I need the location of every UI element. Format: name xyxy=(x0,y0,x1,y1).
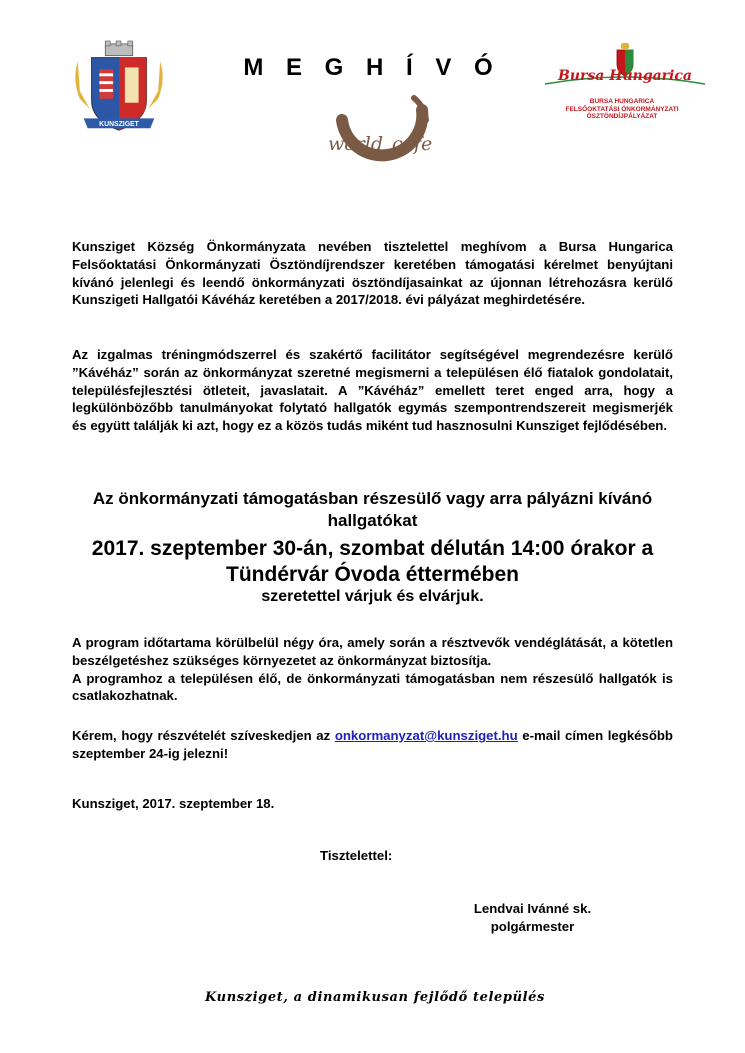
rsvp-paragraph xyxy=(72,727,673,763)
worldcafe-text-cafe: cafe xyxy=(392,133,433,155)
world-cafe-logo xyxy=(302,90,452,182)
worldcafe-text-world: world xyxy=(328,133,384,155)
invitation-audience: Az önkormányzati támogatásban részesülő vagy arra pályázni kívánó hallgatókat xyxy=(92,489,653,530)
rsvp-text-after: e-mail címen legkésőbb szeptember 24-ig jelezni! xyxy=(72,728,673,761)
kunsziget-crest-logo xyxy=(70,40,168,138)
email-link[interactable]: onkormanyzat@kunsziget.hu xyxy=(334,728,518,743)
signer-name: Lendvai Ivánné sk. xyxy=(473,901,592,916)
footer-slogan: Kunsziget, a dinamikusan fejlődő település xyxy=(205,990,545,1005)
signature-block xyxy=(440,900,625,936)
program-paragraph xyxy=(72,634,673,705)
invitation-closing: szeretettel várjuk és elvárjuk. xyxy=(261,588,484,605)
rsvp-text-before: Kérem, hogy részvételét szíveskedjen az xyxy=(72,728,335,743)
crest-label: KUNSZIGET xyxy=(99,121,139,129)
program-duration-text: A program időtartama körülbelül négy óra, amely során a résztvevők vendéglátását, a kötetlen beszélgetéshez szükséges környezetet az önkormányzat biztosítja. xyxy=(72,635,673,668)
program-open-text: A programhoz a településen élő, de önkormányzati támogatásban nem részesülő hallgatók is csatlakozhatnak. xyxy=(72,670,673,704)
place-date: Kunsziget, 2017. szeptember 18. xyxy=(72,796,275,811)
invitation-date-venue: 2017. szeptember 30-án, szombat délután 14:00 órakor a Tündérvár Óvoda éttermében xyxy=(91,537,654,586)
bursa-hungarica-subtitle: BURSA HUNGARICA xyxy=(589,98,655,105)
greeting: Tisztelettel: xyxy=(320,848,393,863)
signer-title: polgármester xyxy=(490,919,575,934)
bursa-hungarica-name: Bursa Hungarica xyxy=(558,68,692,84)
document-title: M E G H Í V Ó xyxy=(243,54,501,81)
description-paragraph: Az izgalmas tréningmódszerrel és szakértő facilitátor segítségével megrendezésre kerülő ”Kávéház” során az önkormányzat szeretné megismerni a településen élő fiatalok gondolatait, településfejlesztési ötleteit, javaslatait. A ”Kávéház” emellett teret enged arra, hogy a legkülönbözőbb tanulmányokat folytató hallgatók egymás szempontrendszereit megismerjék és együtt találják ki azt, hogy ez a közös tudás miként tud hasznosulni Kunsziget fejlődésében. xyxy=(72,347,673,434)
bursa-hungarica-tagline: FELSŐOKTATÁSI ÖNKORMÁNYZATI ÖSZTÖNDÍJPÁLYÁZAT xyxy=(565,106,679,120)
intro-paragraph: Kunsziget Község Önkormányzata nevében tisztelettel meghívom a Bursa Hungarica Felsőoktatási Önkormányzati Ösztöndíjrendszer keretében támogatási kérelmet benyújtani kívánó jelenlegi és leendő önkormányzati ösztöndíjasainkat az újonnan létrehozásra kerülő Kunszigeti Hallgatói Kávéház keretében a 2017/2018. évi pályázat meghirdetésére. xyxy=(72,239,673,308)
